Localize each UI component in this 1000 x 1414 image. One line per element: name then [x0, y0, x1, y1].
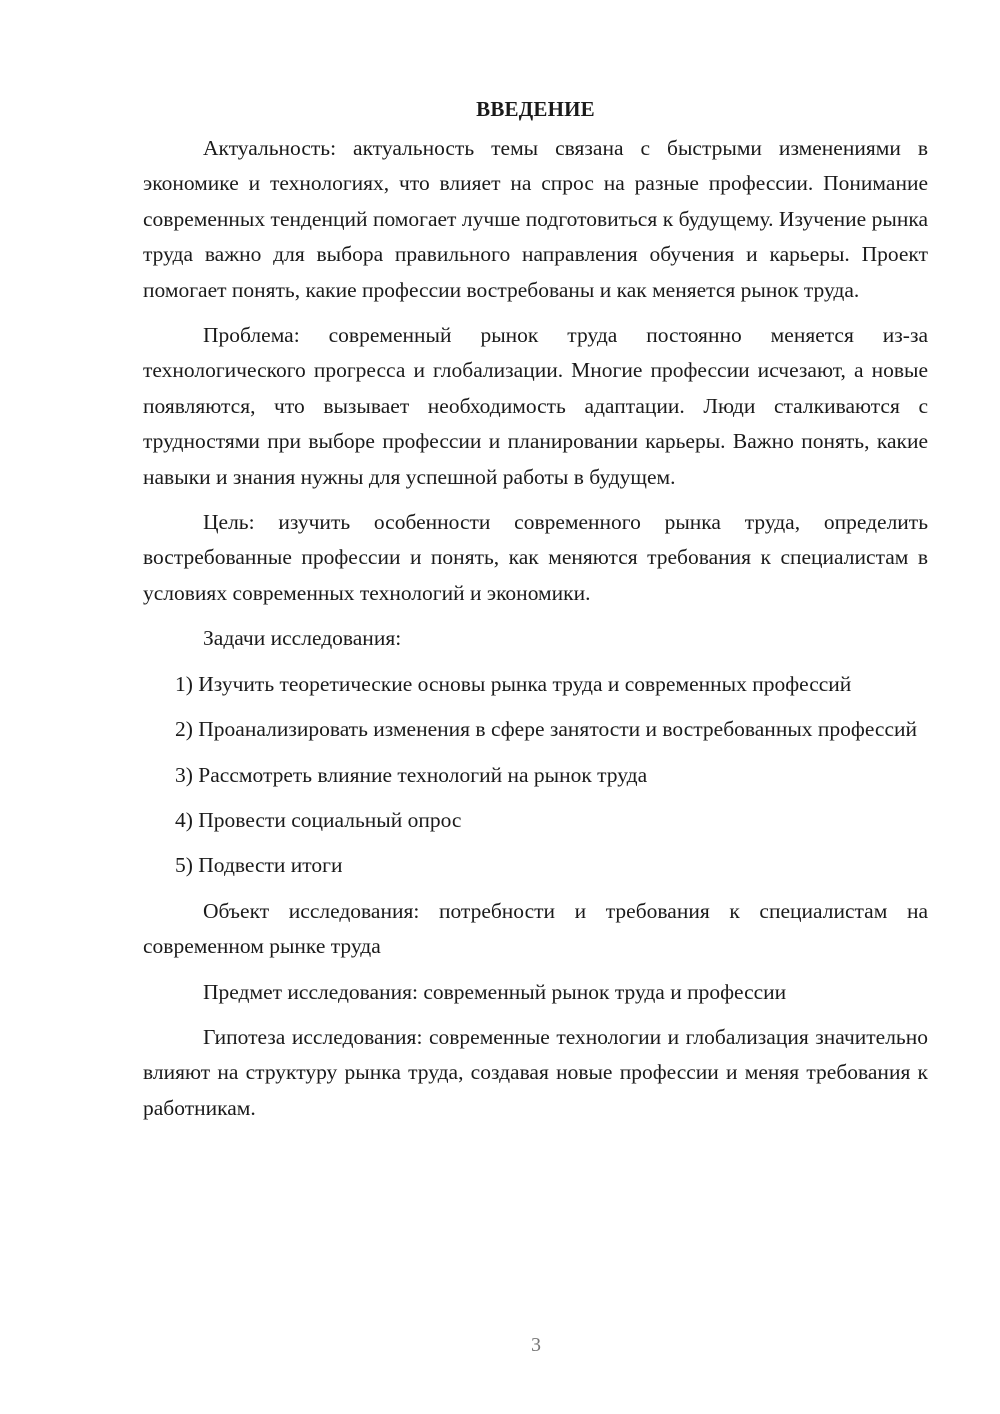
paragraph-object: Объект исследования: потребности и требования к специалистам на современном рынке труда [143, 898, 928, 959]
page-number: 3 [531, 1334, 541, 1356]
paragraph-goal: Цель: изучить особенности современного рынка труда, определить востребованные профессии и понять, как меняются требования к специалистам в условиях современных технологий и экономики. [143, 510, 928, 605]
paragraph-subject: Предмет исследования: современный рынок труда и профессии [203, 979, 787, 1004]
task-item-2: 2) Проанализировать изменения в сфере занятости и востребованных профессий [175, 717, 918, 742]
document-page [143, 92, 928, 1136]
task-item-4: 4) Провести социальный опрос [175, 807, 462, 832]
task-item-1: 1) Изучить теоретические основы рынка труда и современных профессий [175, 671, 852, 696]
paragraph-hypothesis: Гипотеза исследования: современные технологии и глобализация значительно влияют на структуру рынка труда, создавая новые профессии и меняя требования к работникам. [143, 1024, 928, 1120]
page-title: ВВЕДЕНИЕ [476, 97, 595, 121]
tasks-title: Задачи исследования: [203, 626, 402, 651]
paragraph-problem: Проблема: современный рынок труда постоянно меняется из-за технологического прогресса и глобализации. Многие профессии исчезают, а новые появляются, что вызывает необходимость адаптации. Люди сталкиваются с трудностями при выборе профессии и планировании карьеры. Важно понять, какие навыки и знания нужны для успешной работы в будущем. [143, 323, 928, 489]
paragraph-relevance: Актуальность: актуальность темы связана с быстрыми изменениями в экономике и технологиях, что влияет на спрос на разные профессии. Понимание современных тенденций помогает лучше подготовиться к будущему. Изучение рынка труда важно для выбора правильного направления обучения и карьеры. Проект помогает понять, какие профессии востребованы и как меняется рынок труда. [143, 136, 928, 302]
task-item-5: 5) Подвести итоги [175, 853, 343, 878]
task-item-3: 3) Рассмотреть влияние технологий на рынок труда [175, 762, 648, 787]
